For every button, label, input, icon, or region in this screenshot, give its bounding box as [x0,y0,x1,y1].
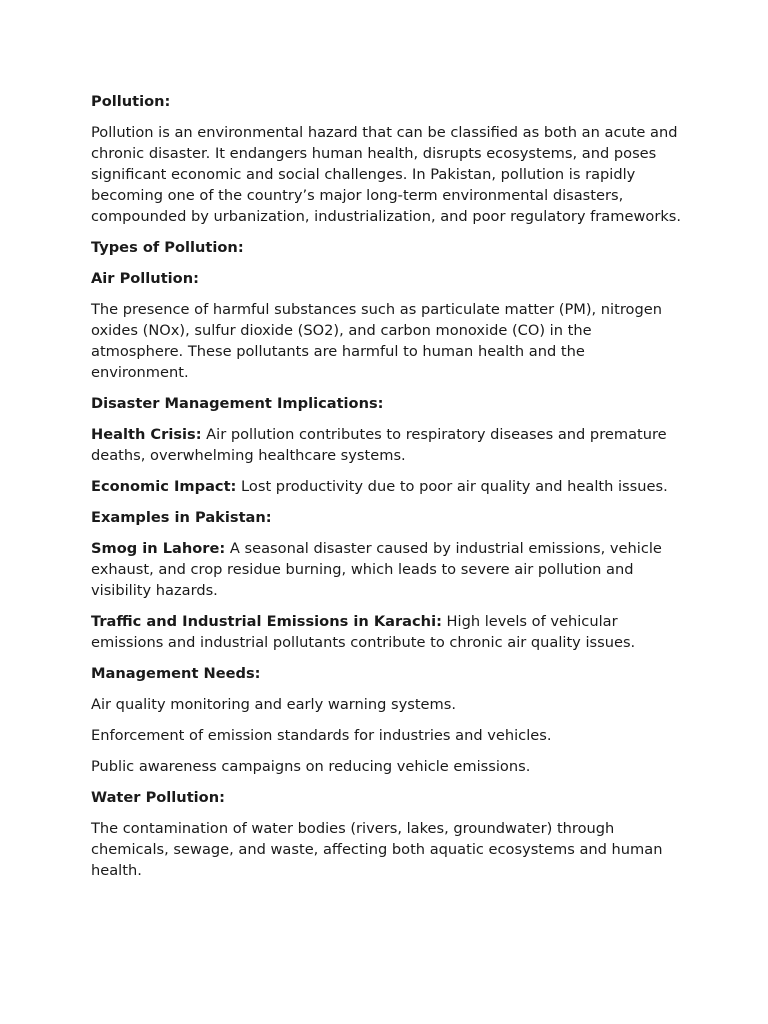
pollution-heading: Pollution: [91,93,171,110]
health-crisis-label: Health Crisis: [91,426,202,443]
water-pollution-paragraph: The contamination of water bodies (rivers, lakes, groundwater) through chemicals, sewage, and waste, affecting both aquatic ecosystems and human health. [91,820,663,879]
pollution-intro-paragraph: Pollution is an environmental hazard that can be classified as both an acute and chronic disaster. It endangers human health, disrupts ecosystems, and poses significant economic and social challenges. In Pakistan, pollution is rapidly becoming one of the country’s major long-term environmental disasters, compounded by urbanization, industrialization, and poor regulatory frameworks. [91,124,682,225]
karachi-emissions-label: Traffic and Industrial Emissions in Karachi: [91,613,442,630]
management-needs-heading: Management Needs: [91,665,261,682]
health-crisis-text: Air pollution contributes to respiratory diseases and premature deaths, overwhelming healthcare systems. [91,426,667,464]
health-crisis-paragraph [91,424,681,466]
examples-heading: Examples in Pakistan: [91,509,272,526]
karachi-emissions-text: High levels of vehicular emissions and industrial pollutants contribute to chronic air quality issues. [91,613,636,651]
types-of-pollution-heading: Types of Pollution: [91,239,244,256]
water-pollution-heading: Water Pollution: [91,789,225,806]
management-need-item: Air quality monitoring and early warning systems. [91,696,456,713]
management-need-item: Public awareness campaigns on reducing vehicle emissions. [91,758,531,775]
air-pollution-heading: Air Pollution: [91,270,199,287]
disaster-management-heading: Disaster Management Implications: [91,395,384,412]
smog-lahore-paragraph [91,538,681,601]
karachi-emissions-paragraph [91,611,681,653]
economic-impact-paragraph [91,476,681,497]
smog-lahore-label: Smog in Lahore: [91,540,226,557]
smog-lahore-text: A seasonal disaster caused by industrial emissions, vehicle exhaust, and crop residue burning, which leads to severe air pollution and visibility hazards. [91,540,662,599]
economic-impact-label: Economic Impact: [91,478,237,495]
management-need-item: Enforcement of emission standards for industries and vehicles. [91,727,552,744]
air-pollution-paragraph: The presence of harmful substances such as particulate matter (PM), nitrogen oxides (NOx), sulfur dioxide (SO2), and carbon monoxide (CO) in the atmosphere. These pollutants are harmful to human health and the environment. [91,301,662,381]
document-page [91,91,681,891]
economic-impact-text: Lost productivity due to poor air quality and health issues. [236,478,668,495]
